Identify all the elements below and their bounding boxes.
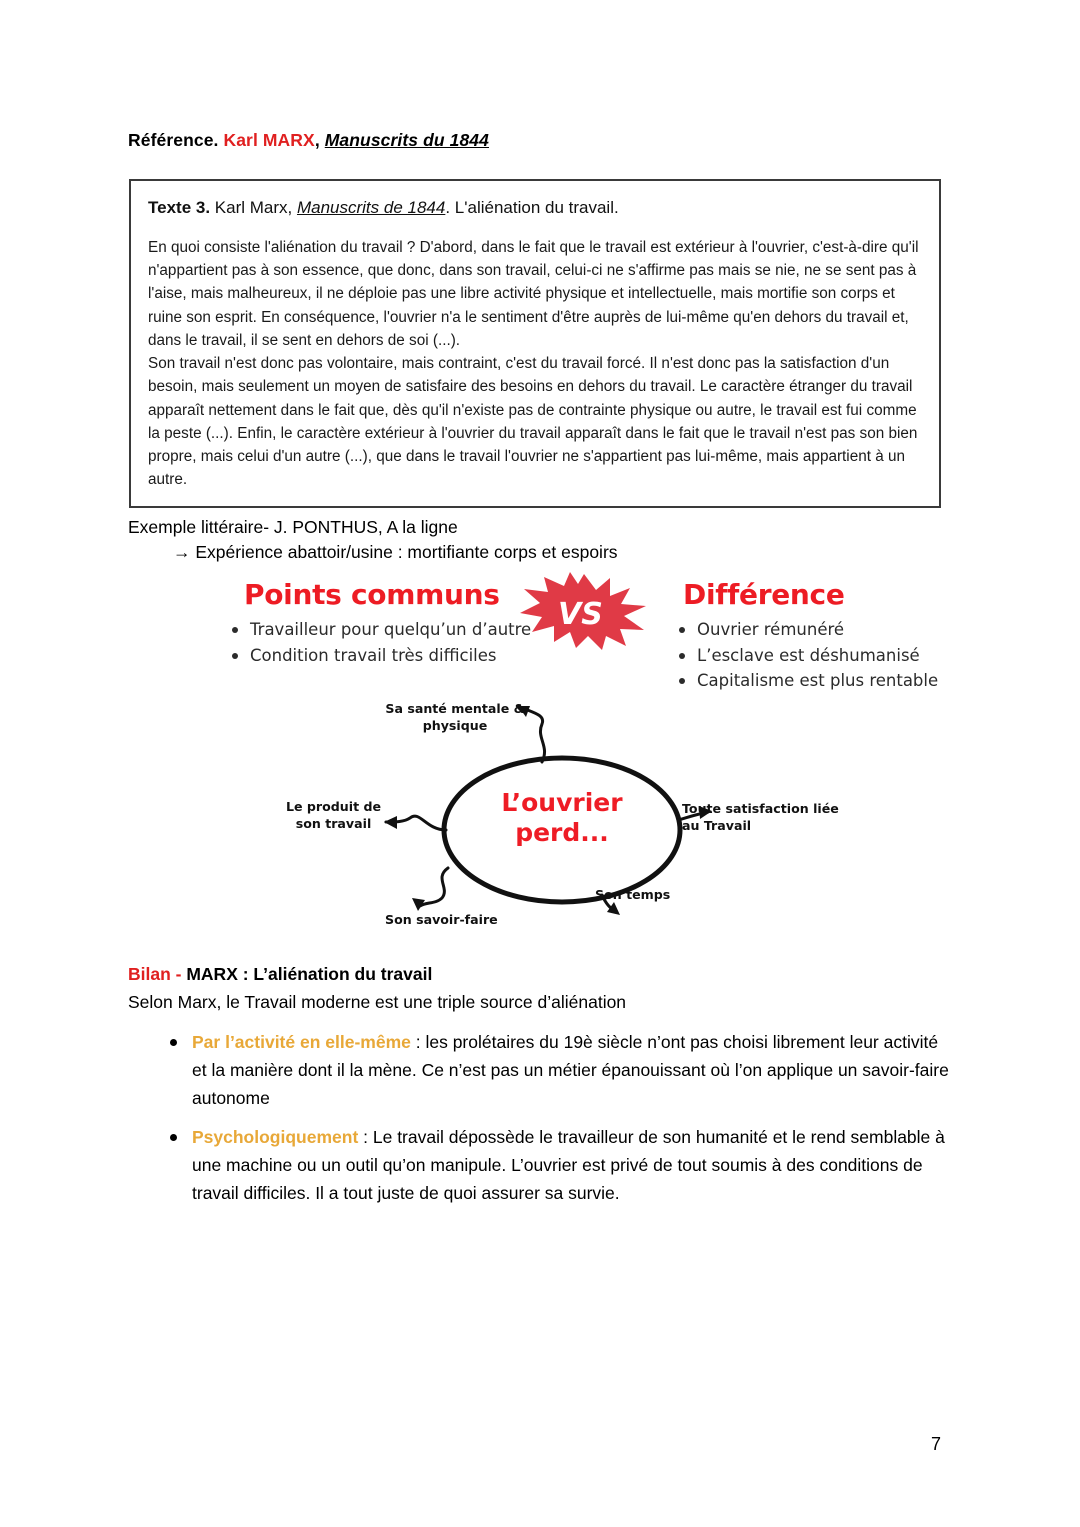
mindmap-diagram — [250, 690, 850, 955]
bilan-item-text: : les prolétaires du 19è siècle n’ont pas choisi librement leur activité et la manière dont il la mène. Ce n’est pas un métier épanouissant où l’on applique un savoir-faire autonome — [192, 1031, 949, 1109]
reference-comma: , — [314, 130, 320, 150]
mindmap-center-line-2: perd... — [515, 817, 609, 847]
list-item: Capitalisme est plus rentable — [673, 668, 973, 694]
comparison-graphic — [128, 578, 948, 708]
list-item: L’esclave est déshumanisé — [673, 643, 973, 669]
points-communs-column — [226, 578, 556, 668]
difference-list — [673, 617, 973, 694]
reference-label: Référence. — [128, 130, 219, 150]
points-communs-list — [226, 617, 556, 668]
mindmap-node-satisfaction: Toute satisfaction liée au Travail — [682, 801, 839, 833]
quote-title-number: Texte 3. — [148, 198, 211, 217]
list-item — [128, 1123, 953, 1208]
bilan-item-lead: Psychologiquement — [192, 1126, 359, 1147]
mindmap-node-savoir-faire: Son savoir-faire — [385, 912, 498, 927]
quote-box — [129, 179, 941, 508]
example-line-2: → Expérience abattoir/usine : mortifiante corps et espoirs — [173, 542, 618, 563]
list-item: Ouvrier rémunéré — [673, 617, 973, 643]
example-block — [128, 515, 618, 566]
quote-box-body — [148, 236, 922, 492]
difference-column — [673, 578, 973, 694]
reference-heading — [128, 130, 489, 151]
mindmap-node-produit: Le produit de son travail — [285, 799, 382, 831]
list-item: Travailleur pour quelqu’un d’autre — [226, 617, 556, 643]
mindmap-node-sante: Sa santé mentale & physique — [385, 701, 525, 733]
quote-title-author: Karl Marx, — [210, 198, 297, 217]
quote-paragraph-2: Son travail n'est donc pas volontaire, mais contraint, c'est du travail forcé. Il n'est donc pas la satisfaction d'un besoin, mais seulement un moyen de satisfaire des besoins en dehors du travail. Le caractère étranger du travail apparaît nettement dans le fait que, dès qu'il n'existe pas de contrainte physique ou autre, le travail est fui comme la peste (...). Enfin, le caractère extérieur à l'ouvrier du travail apparaît dans le fait que le travail n'est pas son bien propre, mais celui d'un autre (...), que dans le travail l'ouvrier ne s'appartient pas lui-même, mais appartient à un autre. — [148, 355, 918, 489]
quote-box-title — [148, 197, 922, 220]
bilan-section — [128, 962, 953, 1218]
bilan-list — [128, 1028, 953, 1208]
quote-title-tail: . L'aliénation du travail. — [445, 198, 619, 217]
list-item — [128, 1028, 953, 1113]
mindmap-center-line-1: L’ouvrier — [501, 788, 623, 817]
bilan-title-main: MARX : L’aliénation du travail — [186, 964, 433, 984]
bilan-item-lead: Par l’activité en elle-même — [192, 1031, 411, 1052]
mindmap-node-temps: Son temps — [595, 887, 671, 902]
bilan-title-prefix: Bilan - — [128, 964, 187, 984]
quote-title-work: Manuscrits de 1844 — [296, 198, 446, 217]
points-communs-heading: Points communs — [244, 578, 500, 611]
bilan-title — [128, 962, 953, 987]
versus-text: VS — [558, 597, 603, 632]
reference-work-title: Manuscrits du 1844 — [324, 130, 489, 150]
list-item: Condition travail très difficiles — [226, 643, 556, 669]
example-line-1: Exemple littéraire- J. PONTHUS, A la ligne — [128, 517, 458, 537]
versus-burst-icon — [518, 572, 650, 650]
difference-heading: Différence — [683, 578, 845, 611]
bilan-intro: Selon Marx, le Travail moderne est une triple source d’aliénation — [128, 992, 627, 1013]
reference-author: Karl MARX — [223, 130, 315, 150]
mindmap-center-label — [472, 788, 652, 847]
bilan-item-text: : Le travail dépossède le travailleur de son humanité et le rend semblable à une machine ou un outil qu’on manipule. L’ouvrier est privé de tout soumis à des conditions de travail difficiles. Il a tout juste de quoi assurer sa survie. — [192, 1126, 945, 1204]
quote-paragraph-1: En quoi consiste l'aliénation du travail ? D'abord, dans le fait que le travail est extérieur à l'ouvrier, c'est-à-dire qu'il n'appartient pas à son essence, que donc, dans son travail, celui-ci ne s'affirme pas mais se nie, ne se sent pas à l'aise, mais malheureux, il ne déploie pas une libre activité physique et intellectuelle, mais mortifie son corps et ruine son esprit. En conséquence, l'ouvrier n'a le sentiment d'être auprès de lui-même qu'en dehors du travail et, dans le travail, il se sent en dehors de soi (...). — [148, 238, 919, 349]
page-number: 7 — [931, 1434, 942, 1454]
